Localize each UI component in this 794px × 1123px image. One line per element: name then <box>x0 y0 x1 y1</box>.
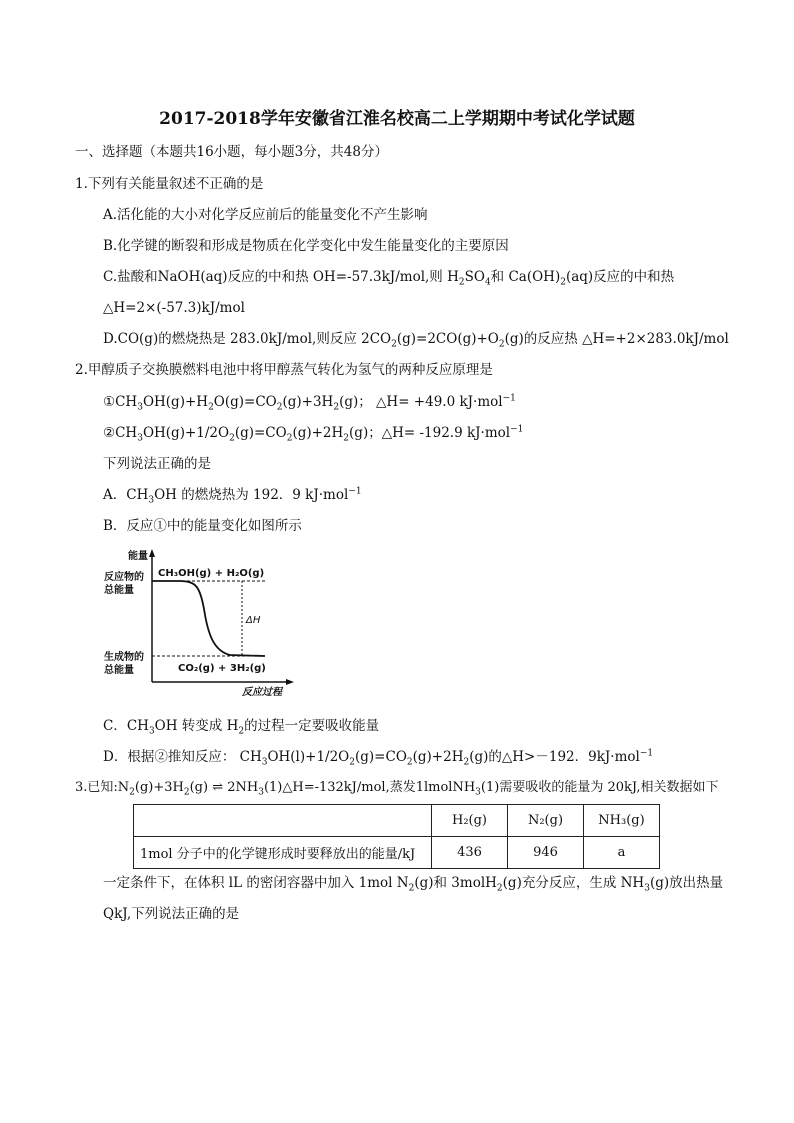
diagram-products-label: 生成物的 <box>104 652 144 663</box>
table-corner-cell <box>134 805 432 837</box>
bond-energy-table <box>133 804 660 869</box>
q1-option-c-cont: △H=2×(-57.3)kJ/mol <box>103 300 245 316</box>
energy-diagram <box>100 545 310 700</box>
q2-stem: 2.甲醇质子交换膜燃料电池中将甲醇蒸气转化为氢气的两种反应原理是 <box>75 362 493 378</box>
q2-reaction-1: $①CH_3OH(g)+H_2O(g)=CO_2(g)+3H_2(g)$； △H= +49.0 kJ·mol$^{-1}$ <box>103 393 516 413</box>
q3-ask: QkJ,下列说法正确的是 <box>103 906 240 922</box>
table-row <box>134 837 660 869</box>
table-header-row <box>134 805 660 837</box>
exam-title: 2017-2018学年安徽省江淮名校高二上学期期中考试化学试题 <box>159 109 635 129</box>
q3-stem: 3.已知$:N_2(g)+3H_2(g)$ ⇌ $2NH_3(1)\triangle H=-132kJ$/mol,蒸发1lmolNH$_3$(1)需要吸收的能量为 20kJ,相关数据如下 <box>75 780 719 798</box>
diagram-top-label: CH₃OH(g) + H₂O(g) <box>158 568 265 579</box>
section-heading: 一、选择题（本题共16小题，每小题3分，共48分） <box>75 144 388 160</box>
q2-option-d: D．根据②推知反应： $CH_3OH(l)+1/2O_2(g)=CO_2(g)+2H_2(g)$的△H>－192．9kJ·mol$^{-1}$ <box>103 748 654 768</box>
diagram-reactants-label-2: 总能量 <box>104 585 134 596</box>
q2-reaction-2: $②CH_3OH(g)+1/2O_2(g)=CO_2(g)+2H_2(g)$；△H= -192.9 kJ·mol$^{-1}$ <box>103 424 524 444</box>
table-row-label: 1mol 分子中的化学键形成时要释放出的能量/kJ <box>134 837 432 869</box>
diagram-products-label-2: 总能量 <box>104 665 134 676</box>
diagram-x-axis-label: 反应过程 <box>242 687 282 698</box>
table-header-nh3: NH₃(g) <box>584 805 660 837</box>
q1-stem: 1.下列有关能量叙述不正确的是 <box>75 176 264 192</box>
q2-option-c: C．$CH_3OH$ 转变成 $H_2$的过程一定要吸收能量 <box>103 718 380 737</box>
q2-option-a: A．$CH_3OH$ 的燃烧热为 192．9 kJ·mol$^{-1}$ <box>103 486 362 506</box>
table-header-h2: H₂(g) <box>432 805 508 837</box>
table-value-h2: 436 <box>432 837 508 869</box>
q1-option-a: A.活化能的大小对化学反应前后的能量变化不产生影响 <box>103 207 428 223</box>
diagram-bottom-label: CO₂(g) + 3H₂(g) <box>178 663 266 674</box>
diagram-y-axis-label: 能量 <box>128 551 148 562</box>
q1-option-b: B.化学键的断裂和形成是物质在化学变化中发生能量变化的主要原因 <box>103 238 509 254</box>
table-value-nh3: a <box>584 837 660 869</box>
q1-option-d: D.CO(g)的燃烧热是 283.0kJ/mol,则反应 $2CO_2(g)=2CO(g)+O_2(g)$的反应热 △H=+2×283.0kJ/mol <box>103 331 729 350</box>
q1-option-c: C.盐酸和NaOH(aq)反应的中和热 OH=-57.3kJ/mol,则 $H_2SO_4$和 $Ca(OH)_2(aq)$反应的中和热 <box>103 269 675 288</box>
q2-option-b: B．反应①中的能量变化如图所示 <box>103 518 302 534</box>
table-header-n2: N₂(g) <box>508 805 584 837</box>
diagram-delta-h: ΔH <box>246 615 261 626</box>
table-value-n2: 946 <box>508 837 584 869</box>
q3-condition: 一定条件下，在体积 lL 的密闭容器中加入 1mol $N_2(g)$和 3molH$_2$(g)充分反应，生成 $NH_3(g)$放出热量 <box>103 875 724 894</box>
diagram-reactants-label: 反应物的 <box>104 572 144 583</box>
q2-ask: 下列说法正确的是 <box>103 456 211 472</box>
